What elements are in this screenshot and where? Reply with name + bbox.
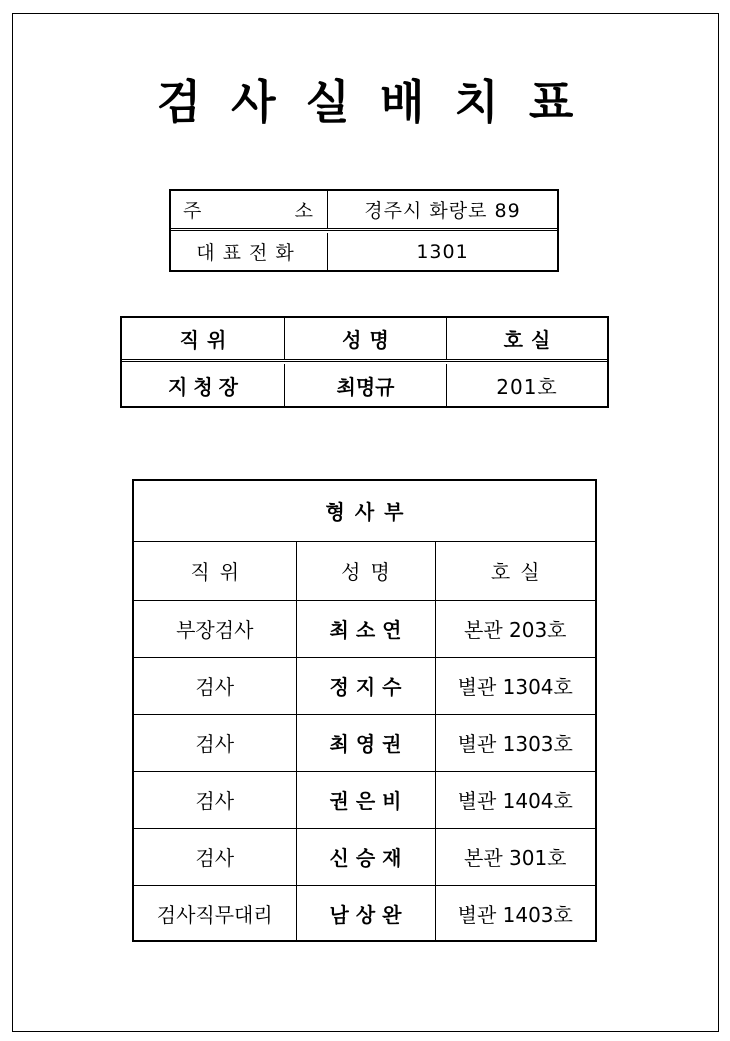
page-title: 검사실배치표 [156, 75, 604, 129]
chief-header-row [122, 318, 607, 362]
office-info-table [169, 189, 559, 272]
table-row [134, 771, 595, 828]
chief-header-room: 호실 [503, 328, 559, 352]
address-label [171, 191, 328, 228]
row-room: 별관 1304호 [435, 657, 595, 714]
row-position: 검사 [134, 828, 296, 885]
row-name: 권은비 [296, 771, 435, 828]
chief-table [120, 316, 609, 408]
row-position: 검사 [134, 714, 296, 771]
row-name: 신승재 [296, 828, 435, 885]
address-row [171, 191, 557, 231]
row-name: 남상완 [296, 885, 435, 942]
row-name: 최영권 [296, 714, 435, 771]
row-position: 검사직무대리 [134, 885, 296, 942]
row-position: 검사 [134, 657, 296, 714]
address-label-left: 주 [183, 200, 202, 222]
row-position: 검사 [134, 771, 296, 828]
table-row [134, 885, 595, 942]
division-header-room: 호실 [435, 541, 595, 600]
row-room: 별관 1403호 [435, 885, 595, 942]
row-room: 별관 1303호 [435, 714, 595, 771]
division-header-row [134, 541, 595, 600]
chief-position: 지청장 [122, 364, 285, 406]
address-label-right: 소 [294, 200, 313, 222]
division-caption-row [134, 481, 595, 541]
division-header-name: 성명 [296, 541, 435, 600]
chief-name: 최명규 [285, 364, 447, 406]
table-row [134, 657, 595, 714]
row-room: 본관 301호 [435, 828, 595, 885]
address-value: 경주시 화랑로 89 [364, 200, 521, 222]
table-row [134, 600, 595, 657]
chief-header-name: 성명 [285, 318, 447, 359]
table-row [134, 714, 595, 771]
row-room: 본관 203호 [435, 600, 595, 657]
table-row [134, 828, 595, 885]
chief-data-row [122, 364, 607, 406]
row-position: 부장검사 [134, 600, 296, 657]
division-caption: 형사부 [134, 481, 595, 541]
division-header-position: 직위 [134, 541, 296, 600]
row-name: 정지수 [296, 657, 435, 714]
chief-header-position: 직위 [122, 318, 285, 359]
phone-row [171, 233, 557, 270]
row-name: 최소연 [296, 600, 435, 657]
phone-value: 1301 [416, 240, 469, 263]
phone-label: 대표전화 [171, 233, 328, 270]
chief-room: 201호 [496, 374, 558, 399]
division-table [132, 479, 597, 942]
row-room: 별관 1404호 [435, 771, 595, 828]
